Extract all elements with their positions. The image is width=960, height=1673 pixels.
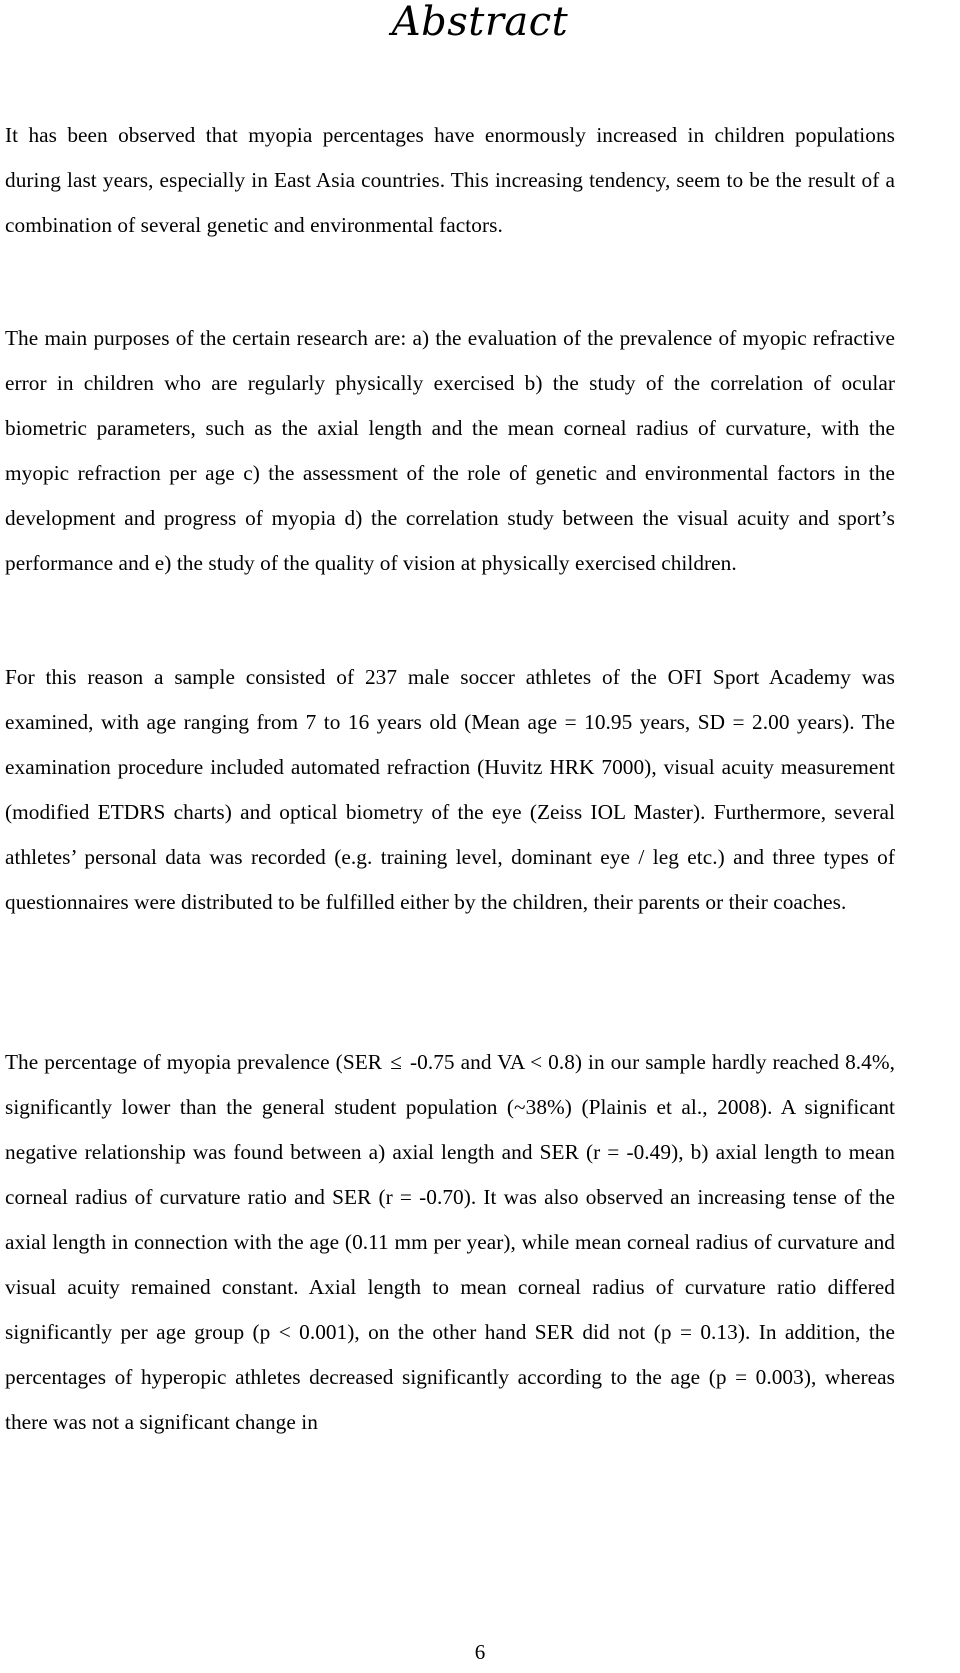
paragraph-purposes: The main purposes of the certain research are: a) the evaluation of the prevalence of myopic refractive error in children who are regularly physically exercised b) the study of the correlation of ocular biometric parameters, such as the axial length and the mean corneal radius of curvature, with the myopic refraction per age c) the assessment of the role of genetic and environmental factors in the development and progress of myopia d) the correlation study between the visual acuity and sport’s performance and e) the study of the quality of vision at physically exercised children. xyxy=(5,326,895,575)
paragraph-introduction: It has been observed that myopia percentages have enormously increased in children populations during last years, especially in East Asia countries. This increasing tendency, seem to be the result of a combination of several genetic and environmental factors. xyxy=(5,123,895,237)
paragraph-results xyxy=(5,1040,895,1445)
abstract-title: Abstract xyxy=(391,0,569,45)
paragraph-methods: For this reason a sample consisted of 237 male soccer athletes of the OFI Sport Academy was examined, with age ranging from 7 to 16 years old (Mean age = 10.95 years, SD = 2.00 years). The examination procedure included automated refraction (Huvitz HRK 7000), visual acuity measurement (modified ETDRS charts) and optical biometry of the eye (Zeiss IOL Master). Furthermore, several athletes’ personal data was recorded (e.g. training level, dominant eye / leg etc.) and three types of questionnaires were distributed to be fulfilled either by the children, their parents or their coaches. xyxy=(5,665,895,914)
results-text-start: The percentage of myopia prevalence (SER xyxy=(5,1050,389,1074)
results-text-rest: -0.75 and VA < 0.8) in our sample hardly reached 8.4%, significantly lower than the general student population (~38%) (Plainis et al., 2008). A significant negative relationship was found between a) axial length and SER (r = -0.49), b) axial length to mean corneal radius of curvature ratio and SER (r = -0.70). It was also observed an increasing tense of the axial length in connection with the age (0.11 mm per year), while mean corneal radius of curvature and visual acuity remained constant. Axial length to mean corneal radius of curvature ratio differed significantly per age group (p < 0.001), on the other hand SER did not (p = 0.13). In addition, the percentages of hyperopic athletes decreased significantly according to the age (p = 0.003), whereas there was not a significant change in xyxy=(5,1050,896,1434)
page-number: 6 xyxy=(474,1640,486,1664)
less-or-equal-symbol: ≤ xyxy=(390,1050,402,1074)
